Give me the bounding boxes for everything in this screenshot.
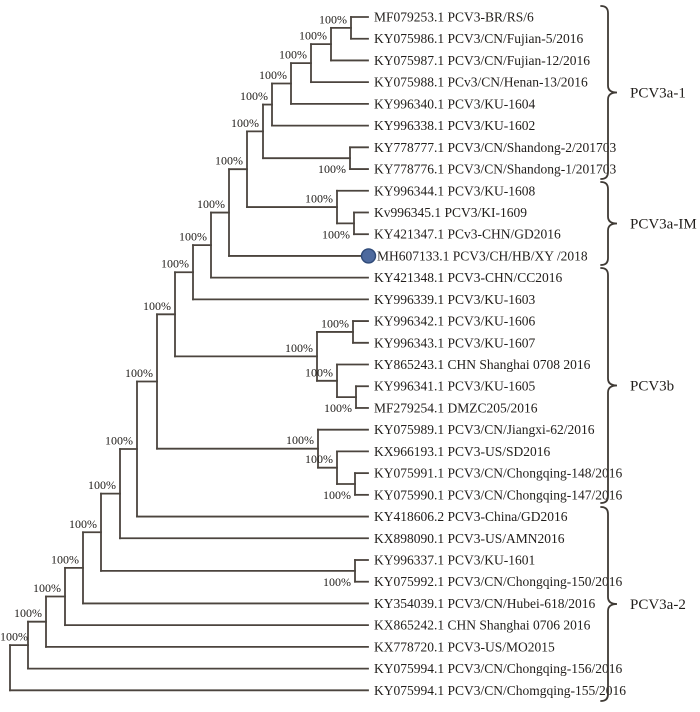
taxon-label: KY075992.1 PCV3/CN/Chongqing-150/2016	[374, 574, 623, 590]
bootstrap-value-label: 100%	[240, 89, 268, 104]
taxon-label: MF079253.1 PCV3-BR/RS/6	[374, 9, 534, 25]
taxon-label: KY075994.1 PCV3/CN/Chongqing-156/2016	[374, 661, 623, 677]
taxon-label: KY075991.1 PCV3/CN/Chongqing-148/2016	[374, 465, 623, 481]
highlight-marker-dot	[362, 249, 376, 263]
taxon-label: MF279254.1 DMZC205/2016	[374, 400, 538, 416]
taxon-label: KX898090.1 PCV3-US/AMN2016	[374, 530, 565, 546]
taxon-label: KX865242.1 CHN Shanghai 0706 2016	[374, 617, 591, 633]
clade-label: PCV3b	[630, 378, 675, 395]
bootstrap-value-label: 100%	[318, 162, 346, 177]
taxon-label: KX966193.1 PCV3-US/SD2016	[374, 443, 551, 459]
bootstrap-value-label: 100%	[231, 115, 259, 130]
taxon-label: KY354039.1 PCV3/CN/Hubei-618/2016	[374, 595, 596, 611]
taxon-label: KY865243.1 CHN Shanghai 0708 2016	[374, 357, 591, 373]
taxon-label: KY996337.1 PCV3/KU-1601	[374, 552, 536, 568]
bootstrap-value-label: 100%	[324, 401, 352, 416]
taxon-label: KY418606.2 PCV3-China/GD2016	[374, 509, 568, 525]
bootstrap-value-label: 100%	[259, 68, 287, 83]
taxon-label: KY778777.1 PCV3/CN/Shandong-2/201703	[374, 139, 617, 155]
taxon-label: KY075990.1 PCV3/CN/Chongqing-147/2016	[374, 487, 623, 503]
bootstrap-value-label: 100%	[215, 153, 243, 168]
bootstrap-value-label: 100%	[143, 298, 171, 313]
taxon-label: KY996342.1 PCV3/KU-1606	[374, 313, 536, 329]
clade-bracket	[601, 182, 617, 265]
clade-label: PCV3a-IM	[630, 216, 697, 233]
bootstrap-value-label: 100%	[321, 316, 349, 331]
taxon-label: KY778776.1 PCV3/CN/Shandong-1/201703	[374, 161, 617, 177]
bootstrap-value-label: 100%	[161, 256, 189, 271]
taxon-label: KY421348.1 PCV3-CHN/CC2016	[374, 270, 563, 286]
taxon-label: KY996339.1 PCV3/KU-1603	[374, 291, 536, 307]
bootstrap-value-label: 100%	[323, 487, 351, 502]
taxon-label: KY075986.1 PCV3/CN/Fujian-5/2016	[374, 31, 584, 47]
taxon-label: KY075994.1 PCV3/CN/Chomgqing-155/2016	[374, 682, 627, 698]
taxon-label: MH607133.1 PCV3/CH/HB/XY /2018	[377, 248, 588, 264]
bootstrap-value-label: 100%	[0, 629, 28, 644]
bootstrap-value-label: 100%	[88, 478, 116, 493]
bootstrap-value-label: 100%	[33, 581, 61, 596]
clade-label: PCV3a-1	[630, 85, 686, 102]
bootstrap-value-label: 100%	[286, 433, 314, 448]
taxon-label: KY075988.1 PCv3/CN/Henan-13/2016	[374, 74, 588, 90]
bootstrap-value-label: 100%	[69, 516, 97, 531]
taxon-label: Kv996345.1 PCV3/KI-1609	[374, 204, 528, 220]
bootstrap-value-label: 100%	[179, 229, 207, 244]
bootstrap-value-label: 100%	[305, 191, 333, 206]
bootstrap-value-label: 100%	[299, 28, 327, 43]
taxon-label: KY996340.1 PCV3/KU-1604	[374, 96, 536, 112]
taxon-label: KY075989.1 PCV3/CN/Jiangxi-62/2016	[374, 422, 595, 438]
taxon-label: KY075987.1 PCV3/CN/Fujian-12/2016	[374, 52, 591, 68]
bootstrap-value-label: 100%	[285, 340, 313, 355]
bootstrap-value-label: 100%	[305, 452, 333, 467]
bootstrap-value-label: 100%	[322, 227, 350, 242]
taxon-label: KX778720.1 PCV3-US/MO2015	[374, 639, 555, 655]
bootstrap-value-label: 100%	[305, 365, 333, 380]
taxon-label: KY421347.1 PCv3-CHN/GD2016	[374, 226, 561, 242]
taxon-label: KY996344.1 PCV3/KU-1608	[374, 183, 536, 199]
taxon-label: KY996343.1 PCV3/KU-1607	[374, 335, 536, 351]
bootstrap-value-label: 100%	[51, 552, 79, 567]
bootstrap-value-label: 100%	[197, 197, 225, 212]
taxon-label: KY996341.1 PCV3/KU-1605	[374, 378, 536, 394]
clade-label: PCV3a-2	[630, 597, 686, 613]
taxon-label: KY996338.1 PCV3/KU-1602	[374, 118, 536, 134]
bootstrap-value-label: 100%	[319, 12, 347, 27]
bootstrap-value-label: 100%	[125, 365, 153, 380]
bootstrap-value-label: 100%	[279, 47, 307, 62]
bootstrap-value-label: 100%	[105, 433, 133, 448]
bootstrap-value-label: 100%	[323, 574, 351, 589]
bootstrap-value-label: 100%	[14, 606, 42, 621]
